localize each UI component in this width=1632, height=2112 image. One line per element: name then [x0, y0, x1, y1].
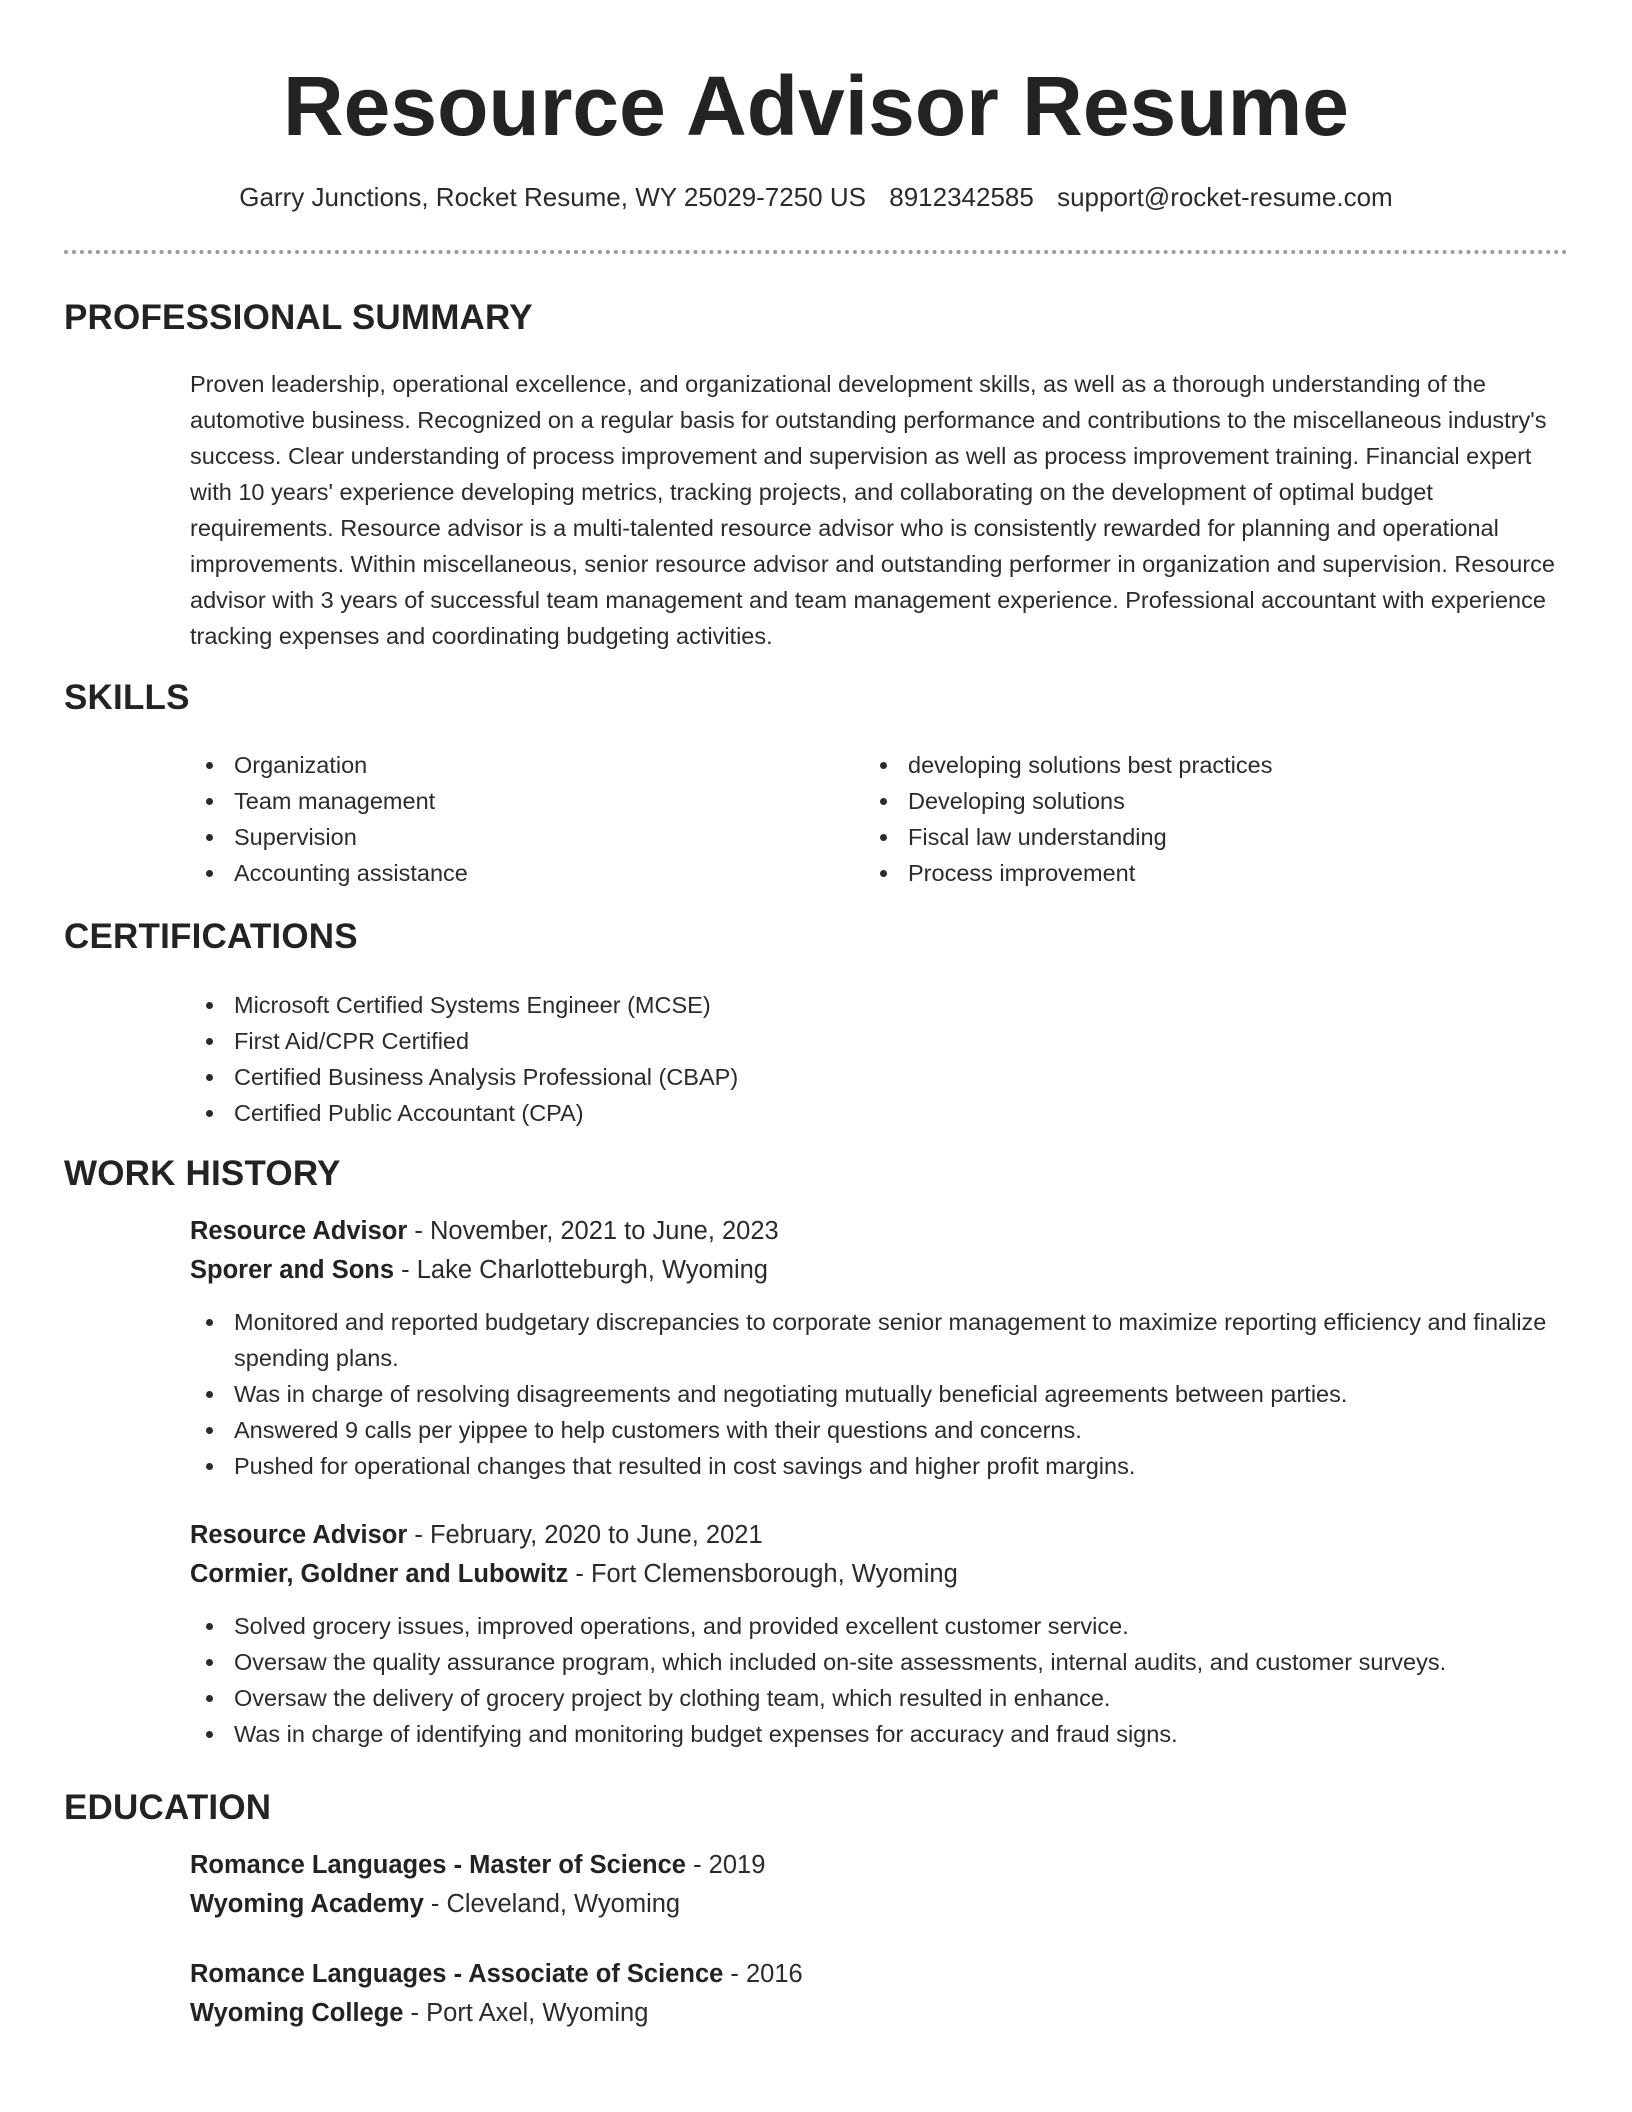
contact-line	[64, 180, 1568, 214]
job-bullet	[190, 1376, 1570, 1412]
certification-item	[190, 1095, 1490, 1131]
skill-label: Accounting assistance	[234, 860, 468, 886]
bullet-icon	[206, 1319, 213, 1326]
skill-item	[190, 855, 830, 891]
skill-label: Developing solutions	[908, 788, 1125, 814]
bullet-icon	[206, 1623, 213, 1630]
bullet-icon	[206, 1731, 213, 1738]
summary-text: Proven leadership, operational excellence, and organizational development skills, as well as a thorough understanding of the automotive business. Recognized on a regular basis for outstanding performance and contributions to the miscellaneous industry's success. Clear understanding of process improvement and supervision as well as process improvement training. Financial expert with 10 years' experience developing metrics, tracking projects, and collaborating on the development of optimal budget requirements. Resource advisor is a multi-talented resource advisor who is consistently rewarded for planning and operational improvements. Within miscellaneous, senior resource advisor and outstanding performer in organization and supervision. Resource advisor with 3 years of successful team management and team management experience. Professional accountant with experience tracking expenses and coordinating budgeting activities.	[190, 371, 1555, 649]
resume-page	[64, 0, 1568, 2027]
skill-item	[864, 783, 1504, 819]
bullet-icon	[206, 1074, 213, 1081]
bullet-icon	[880, 762, 887, 769]
skills-heading: SKILLS	[64, 678, 190, 717]
job-company: Cormier, Goldner and Lubowitz	[190, 1560, 569, 1588]
job-title: Resource Advisor	[190, 1217, 408, 1245]
education-degree-line	[190, 1846, 1490, 1885]
skill-label: Fiscal law understanding	[908, 824, 1167, 850]
job-company-line	[190, 1251, 1570, 1290]
job-location: - Fort Clemensborough, Wyoming	[568, 1560, 958, 1588]
certification-label: First Aid/CPR Certified	[234, 1028, 470, 1054]
job-bullet-text: Solved grocery issues, improved operations, and provided excellent customer service.	[234, 1613, 1129, 1639]
skill-item	[864, 747, 1504, 783]
bullet-icon	[206, 762, 213, 769]
skill-label: Process improvement	[908, 860, 1136, 886]
bullet-icon	[206, 870, 213, 877]
resume-title: Resource Advisor Resume	[283, 59, 1349, 153]
job-bullet-text: Was in charge of identifying and monitoring budget expenses for accuracy and fraud signs.	[234, 1721, 1178, 1747]
skill-item	[864, 855, 1504, 891]
job-bullet	[190, 1716, 1570, 1752]
skill-item	[190, 783, 830, 819]
job-bullet-text: Oversaw the quality assurance program, which included on-site assessments, internal audits, and customer surveys.	[234, 1649, 1447, 1675]
job-dates: - February, 2020 to June, 2021	[407, 1521, 763, 1549]
education-degree: Romance Languages - Master of Science	[190, 1851, 686, 1879]
education-year: - 2019	[685, 1851, 766, 1879]
job-entry	[190, 1212, 1570, 1484]
bullet-icon	[206, 834, 213, 841]
job-entry	[190, 1516, 1570, 1752]
education-school: Wyoming Academy	[190, 1890, 424, 1918]
bullet-icon	[880, 798, 887, 805]
skill-label: developing solutions best practices	[908, 752, 1273, 778]
job-location: - Lake Charlotteburgh, Wyoming	[394, 1256, 768, 1284]
bullet-icon	[880, 834, 887, 841]
education-year: - 2016	[723, 1960, 803, 1988]
education-entry	[190, 1846, 1490, 1924]
bullet-icon	[880, 870, 887, 877]
bullet-icon	[206, 1659, 213, 1666]
skill-item	[864, 819, 1504, 855]
education-school-line	[190, 1994, 1490, 2033]
skill-item	[190, 747, 830, 783]
bullet-icon	[206, 1695, 213, 1702]
job-bullet-text: Answered 9 calls per yippee to help customers with their questions and concerns.	[234, 1417, 1082, 1443]
certification-item	[190, 1023, 1490, 1059]
certification-label: Certified Business Analysis Professional (CBAP)	[234, 1064, 739, 1090]
certifications-heading: CERTIFICATIONS	[64, 917, 358, 956]
skill-label: Team management	[234, 788, 436, 814]
bullet-icon	[206, 798, 213, 805]
job-bullet	[190, 1448, 1570, 1484]
bullet-icon	[206, 1427, 213, 1434]
job-company-line	[190, 1555, 1570, 1594]
skill-label: Supervision	[234, 824, 357, 850]
education-school: Wyoming College	[190, 1999, 404, 2027]
education-degree: Romance Languages - Associate of Science	[190, 1960, 724, 1988]
certifications-list	[190, 987, 1490, 1131]
job-bullet-text: Was in charge of resolving disagreements and negotiating mutually beneficial agreements between parties.	[234, 1381, 1348, 1407]
education-location: - Port Axel, Wyoming	[403, 1999, 649, 2027]
job-bullet	[190, 1680, 1570, 1716]
education-entry	[190, 1955, 1490, 2033]
skill-item	[190, 819, 830, 855]
job-bullet	[190, 1644, 1570, 1680]
work-history-heading: WORK HISTORY	[64, 1154, 341, 1193]
certification-item	[190, 1059, 1490, 1095]
skills-left-column	[190, 747, 830, 891]
bullet-icon	[206, 1391, 213, 1398]
job-bullet-text: Pushed for operational changes that resulted in cost savings and higher profit margins.	[234, 1453, 1136, 1479]
job-company: Sporer and Sons	[190, 1256, 395, 1284]
job-bullet-text: Monitored and reported budgetary discrepancies to corporate senior management to maximize reporting efficiency and finalize spending plans.	[234, 1309, 1547, 1371]
bullet-icon	[206, 1002, 213, 1009]
bullet-icon	[206, 1110, 213, 1117]
job-bullet	[190, 1304, 1570, 1376]
contact-address: Garry Junctions, Rocket Resume, WY 25029-7250 US	[239, 182, 866, 212]
certification-label: Certified Public Accountant (CPA)	[234, 1100, 584, 1126]
job-dates: - November, 2021 to June, 2023	[407, 1217, 779, 1245]
job-title-line	[190, 1212, 1570, 1251]
bullet-icon	[206, 1463, 213, 1470]
skill-label: Organization	[234, 752, 368, 778]
contact-phone: 8912342585	[889, 182, 1034, 212]
certification-label: Microsoft Certified Systems Engineer (MCSE)	[234, 992, 711, 1018]
contact-email: support@rocket-resume.com	[1057, 182, 1393, 212]
job-title: Resource Advisor	[190, 1521, 408, 1549]
certification-item	[190, 987, 1490, 1023]
skills-right-column	[864, 747, 1504, 891]
header-divider	[64, 250, 1568, 254]
education-school-line	[190, 1885, 1490, 1924]
education-heading: EDUCATION	[64, 1788, 272, 1827]
education-degree-line	[190, 1955, 1490, 1994]
education-location: - Cleveland, Wyoming	[423, 1890, 681, 1918]
summary-heading: PROFESSIONAL SUMMARY	[64, 298, 533, 337]
job-bullet	[190, 1608, 1570, 1644]
job-bullet-text: Oversaw the delivery of grocery project by clothing team, which resulted in enhance.	[234, 1685, 1111, 1711]
job-bullet	[190, 1412, 1570, 1448]
bullet-icon	[206, 1038, 213, 1045]
job-title-line	[190, 1516, 1570, 1555]
